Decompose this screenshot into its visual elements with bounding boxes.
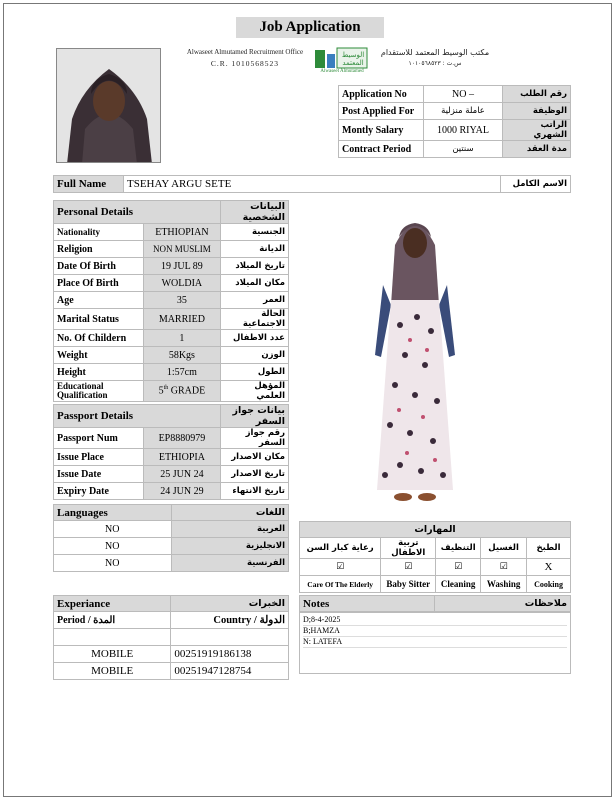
table-row — [54, 538, 289, 555]
skill-label: Baby Sitter — [381, 576, 436, 593]
company-name-en — [186, 48, 304, 68]
page-title: Job Application — [236, 17, 384, 38]
skill-label-ar: رعاية كبار السن — [300, 538, 381, 559]
education-label: Educational Qualification — [54, 381, 144, 402]
language-label-ar: الانجليزية — [171, 538, 288, 555]
skill-label-ar: تربية الاطفال — [381, 538, 436, 559]
table-row — [54, 428, 289, 449]
personal-label: No. Of Childern — [54, 330, 144, 347]
company-logo — [313, 46, 371, 76]
notes-section — [299, 595, 571, 674]
personal-value: MARRIED — [143, 309, 221, 330]
table-row — [54, 483, 289, 500]
experience-country: 00251919186138 — [171, 646, 289, 663]
personal-label-ar: الجنسية — [221, 224, 289, 241]
experience-blank — [54, 629, 171, 646]
passport-value: 25 JUN 24 — [143, 466, 221, 483]
app-value: سنتين — [423, 141, 503, 158]
personal-details-table — [53, 200, 289, 402]
skills-title-ar: المهارات — [300, 522, 571, 538]
personal-label-ar: الطول — [221, 364, 289, 381]
app-value: 1000 RIYAL — [423, 120, 503, 141]
experience-period: MOBILE — [54, 646, 171, 663]
passport-value: EP8880979 — [143, 428, 221, 449]
skill-label-ar: التنظيف — [436, 538, 481, 559]
passport-label-ar: رقم جواز السفر — [221, 428, 289, 449]
personal-value: 1 — [143, 330, 221, 347]
table-row — [339, 120, 571, 141]
personal-label-ar: مكان الميلاد — [221, 275, 289, 292]
personal-label: Nationality — [54, 224, 144, 241]
table-row — [54, 381, 289, 402]
languages-title: Languages — [54, 505, 172, 521]
personal-value: 35 — [143, 292, 221, 309]
experience-col-period: Period / المدة — [54, 612, 171, 629]
education-label-ar: المؤهل العلمي — [221, 381, 289, 402]
app-value: عاملة منزلية — [423, 103, 503, 120]
skill-check-icon: ☑ — [381, 559, 436, 576]
personal-label: Age — [54, 292, 144, 309]
passport-title-ar: بيانات جواز السفر — [221, 405, 289, 428]
personal-label-ar: عدد الاطفال — [221, 330, 289, 347]
note-line: B;HAMZA — [303, 626, 567, 637]
language-label-ar: العربية — [171, 521, 288, 538]
passport-label-ar: مكان الاصدار — [221, 449, 289, 466]
table-row — [54, 629, 289, 646]
table-row — [339, 141, 571, 158]
table-row — [54, 330, 289, 347]
full-name-label-ar: الاسم الكامل — [501, 176, 571, 193]
personal-label: Marital Status — [54, 309, 144, 330]
education-value — [143, 381, 221, 402]
table-row — [54, 275, 289, 292]
table-row — [54, 646, 289, 663]
language-value: NO — [54, 555, 172, 572]
headshot-image — [57, 49, 161, 163]
personal-label-ar: الديانة — [221, 241, 289, 258]
personal-value: 58Kgs — [143, 347, 221, 364]
company-cr-en: C.R. 1010568523 — [210, 59, 280, 68]
skills-table — [299, 521, 571, 593]
education-sup: th — [163, 385, 169, 392]
skill-label: Care Of The Elderly — [300, 576, 381, 593]
education-num: 5 — [158, 385, 164, 397]
section-header — [54, 596, 289, 612]
skill-label-ar: الطبخ — [527, 538, 571, 559]
languages-title-ar: اللغات — [171, 505, 288, 521]
app-label-ar: الراتب الشهري — [503, 120, 571, 141]
personal-value: 19 JUL 89 — [143, 258, 221, 275]
passport-label: Issue Place — [54, 449, 144, 466]
skill-check-icon: ☑ — [300, 559, 381, 576]
personal-title: Personal Details — [54, 201, 221, 224]
app-label: Contract Period — [339, 141, 424, 158]
section-header — [54, 405, 289, 428]
experience-country: 00251947128754 — [171, 663, 289, 680]
company-cr-ar: س.ت : ١٠١٠٥٦٨٥٢٣ — [408, 60, 462, 67]
passport-label: Passport Num — [54, 428, 144, 449]
section-header — [54, 505, 289, 521]
passport-label: Expiry Date — [54, 483, 144, 500]
passport-label: Issue Date — [54, 466, 144, 483]
table-row — [54, 309, 289, 330]
note-line: N: LATEFA — [303, 637, 567, 648]
skill-label: Cleaning — [436, 576, 481, 593]
table-row — [54, 364, 289, 381]
section-header — [54, 201, 289, 224]
app-label-ar: مدة العقد — [503, 141, 571, 158]
personal-value: ETHIOPIAN — [143, 224, 221, 241]
personal-label-ar: تاريخ الميلاد — [221, 258, 289, 275]
notes-header-table — [299, 595, 571, 612]
passport-label-ar: تاريخ الاصدار — [221, 466, 289, 483]
skill-label-ar: الغسيل — [481, 538, 527, 559]
experience-title: Experiance — [54, 596, 171, 612]
languages-table — [53, 504, 289, 572]
table-row — [54, 241, 289, 258]
app-label-ar: رقم الطلب — [503, 86, 571, 103]
app-label: Montly Salary — [339, 120, 424, 141]
table-row — [54, 663, 289, 680]
full-name-value: TSEHAY ARGU SETE — [124, 176, 501, 193]
language-label-ar: الفرنسية — [171, 555, 288, 572]
skill-cross-icon: X — [527, 559, 571, 576]
note-line: D;8-4-2025 — [303, 615, 567, 626]
applicant-headshot — [56, 48, 161, 163]
company-name-ar — [376, 48, 494, 67]
table-row — [54, 466, 289, 483]
personal-label-ar: الحالة الاجتماعية — [221, 309, 289, 330]
experience-col-country: Country / الدولة — [171, 612, 289, 629]
table-row — [300, 576, 571, 593]
logo-text: الوسيط المعتمد — [341, 51, 365, 67]
notes-box — [299, 612, 571, 674]
table-row — [300, 559, 571, 576]
passport-details-table — [53, 404, 289, 500]
experience-title-ar: الخبرات — [171, 596, 289, 612]
app-value: NO – — [423, 86, 503, 103]
full-name-table — [53, 175, 571, 193]
application-table — [338, 85, 571, 158]
table-row — [300, 538, 571, 559]
personal-value: WOLDIA — [143, 275, 221, 292]
passport-value: 24 JUN 29 — [143, 483, 221, 500]
education-text: GRADE — [168, 385, 206, 397]
app-label-ar: الوظيفة — [503, 103, 571, 120]
language-value: NO — [54, 538, 172, 555]
passport-label-ar: تاريخ الانتهاء — [221, 483, 289, 500]
section-header — [300, 522, 571, 538]
company-name-ar-text: مكتب الوسيط المعتمد للاستقدام — [380, 48, 490, 57]
personal-label-ar: العمر — [221, 292, 289, 309]
personal-label: Date Of Birth — [54, 258, 144, 275]
table-row — [54, 224, 289, 241]
table-row — [54, 258, 289, 275]
section-header — [300, 596, 571, 612]
personal-value: 1:57cm — [143, 364, 221, 381]
personal-value: NON MUSLIM — [143, 241, 221, 258]
applicant-full-photo — [355, 205, 475, 510]
table-row — [339, 86, 571, 103]
logo-sub: Alwaseet Almutamed — [320, 69, 364, 74]
personal-title-ar: البيانات الشخصية — [221, 201, 289, 224]
skill-check-icon: ☑ — [481, 559, 527, 576]
table-row — [54, 449, 289, 466]
skill-label: Cooking — [527, 576, 571, 593]
personal-label: Religion — [54, 241, 144, 258]
table-row — [54, 292, 289, 309]
full-name-label: Full Name — [54, 176, 124, 193]
personal-label: Place Of Birth — [54, 275, 144, 292]
personal-label: Height — [54, 364, 144, 381]
table-row — [54, 347, 289, 364]
table-row — [54, 521, 289, 538]
table-row — [54, 555, 289, 572]
notes-title: Notes — [300, 596, 435, 612]
skill-check-icon: ☑ — [436, 559, 481, 576]
language-value: NO — [54, 521, 172, 538]
passport-value: ETHIOPIA — [143, 449, 221, 466]
notes-title-ar: ملاحظات — [435, 596, 571, 612]
skill-label: Washing — [481, 576, 527, 593]
app-label: Application No — [339, 86, 424, 103]
passport-title: Passport Details — [54, 405, 221, 428]
table-row — [339, 103, 571, 120]
experience-period: MOBILE — [54, 663, 171, 680]
app-label: Post Applied For — [339, 103, 424, 120]
experience-blank — [171, 629, 289, 646]
personal-label-ar: الوزن — [221, 347, 289, 364]
table-row — [54, 176, 571, 193]
full-photo-image — [355, 205, 475, 510]
personal-label: Weight — [54, 347, 144, 364]
table-row — [54, 612, 289, 629]
experience-table — [53, 595, 289, 680]
company-name-en-text: Alwaseet Almutamed Recruitment Office — [186, 48, 304, 56]
